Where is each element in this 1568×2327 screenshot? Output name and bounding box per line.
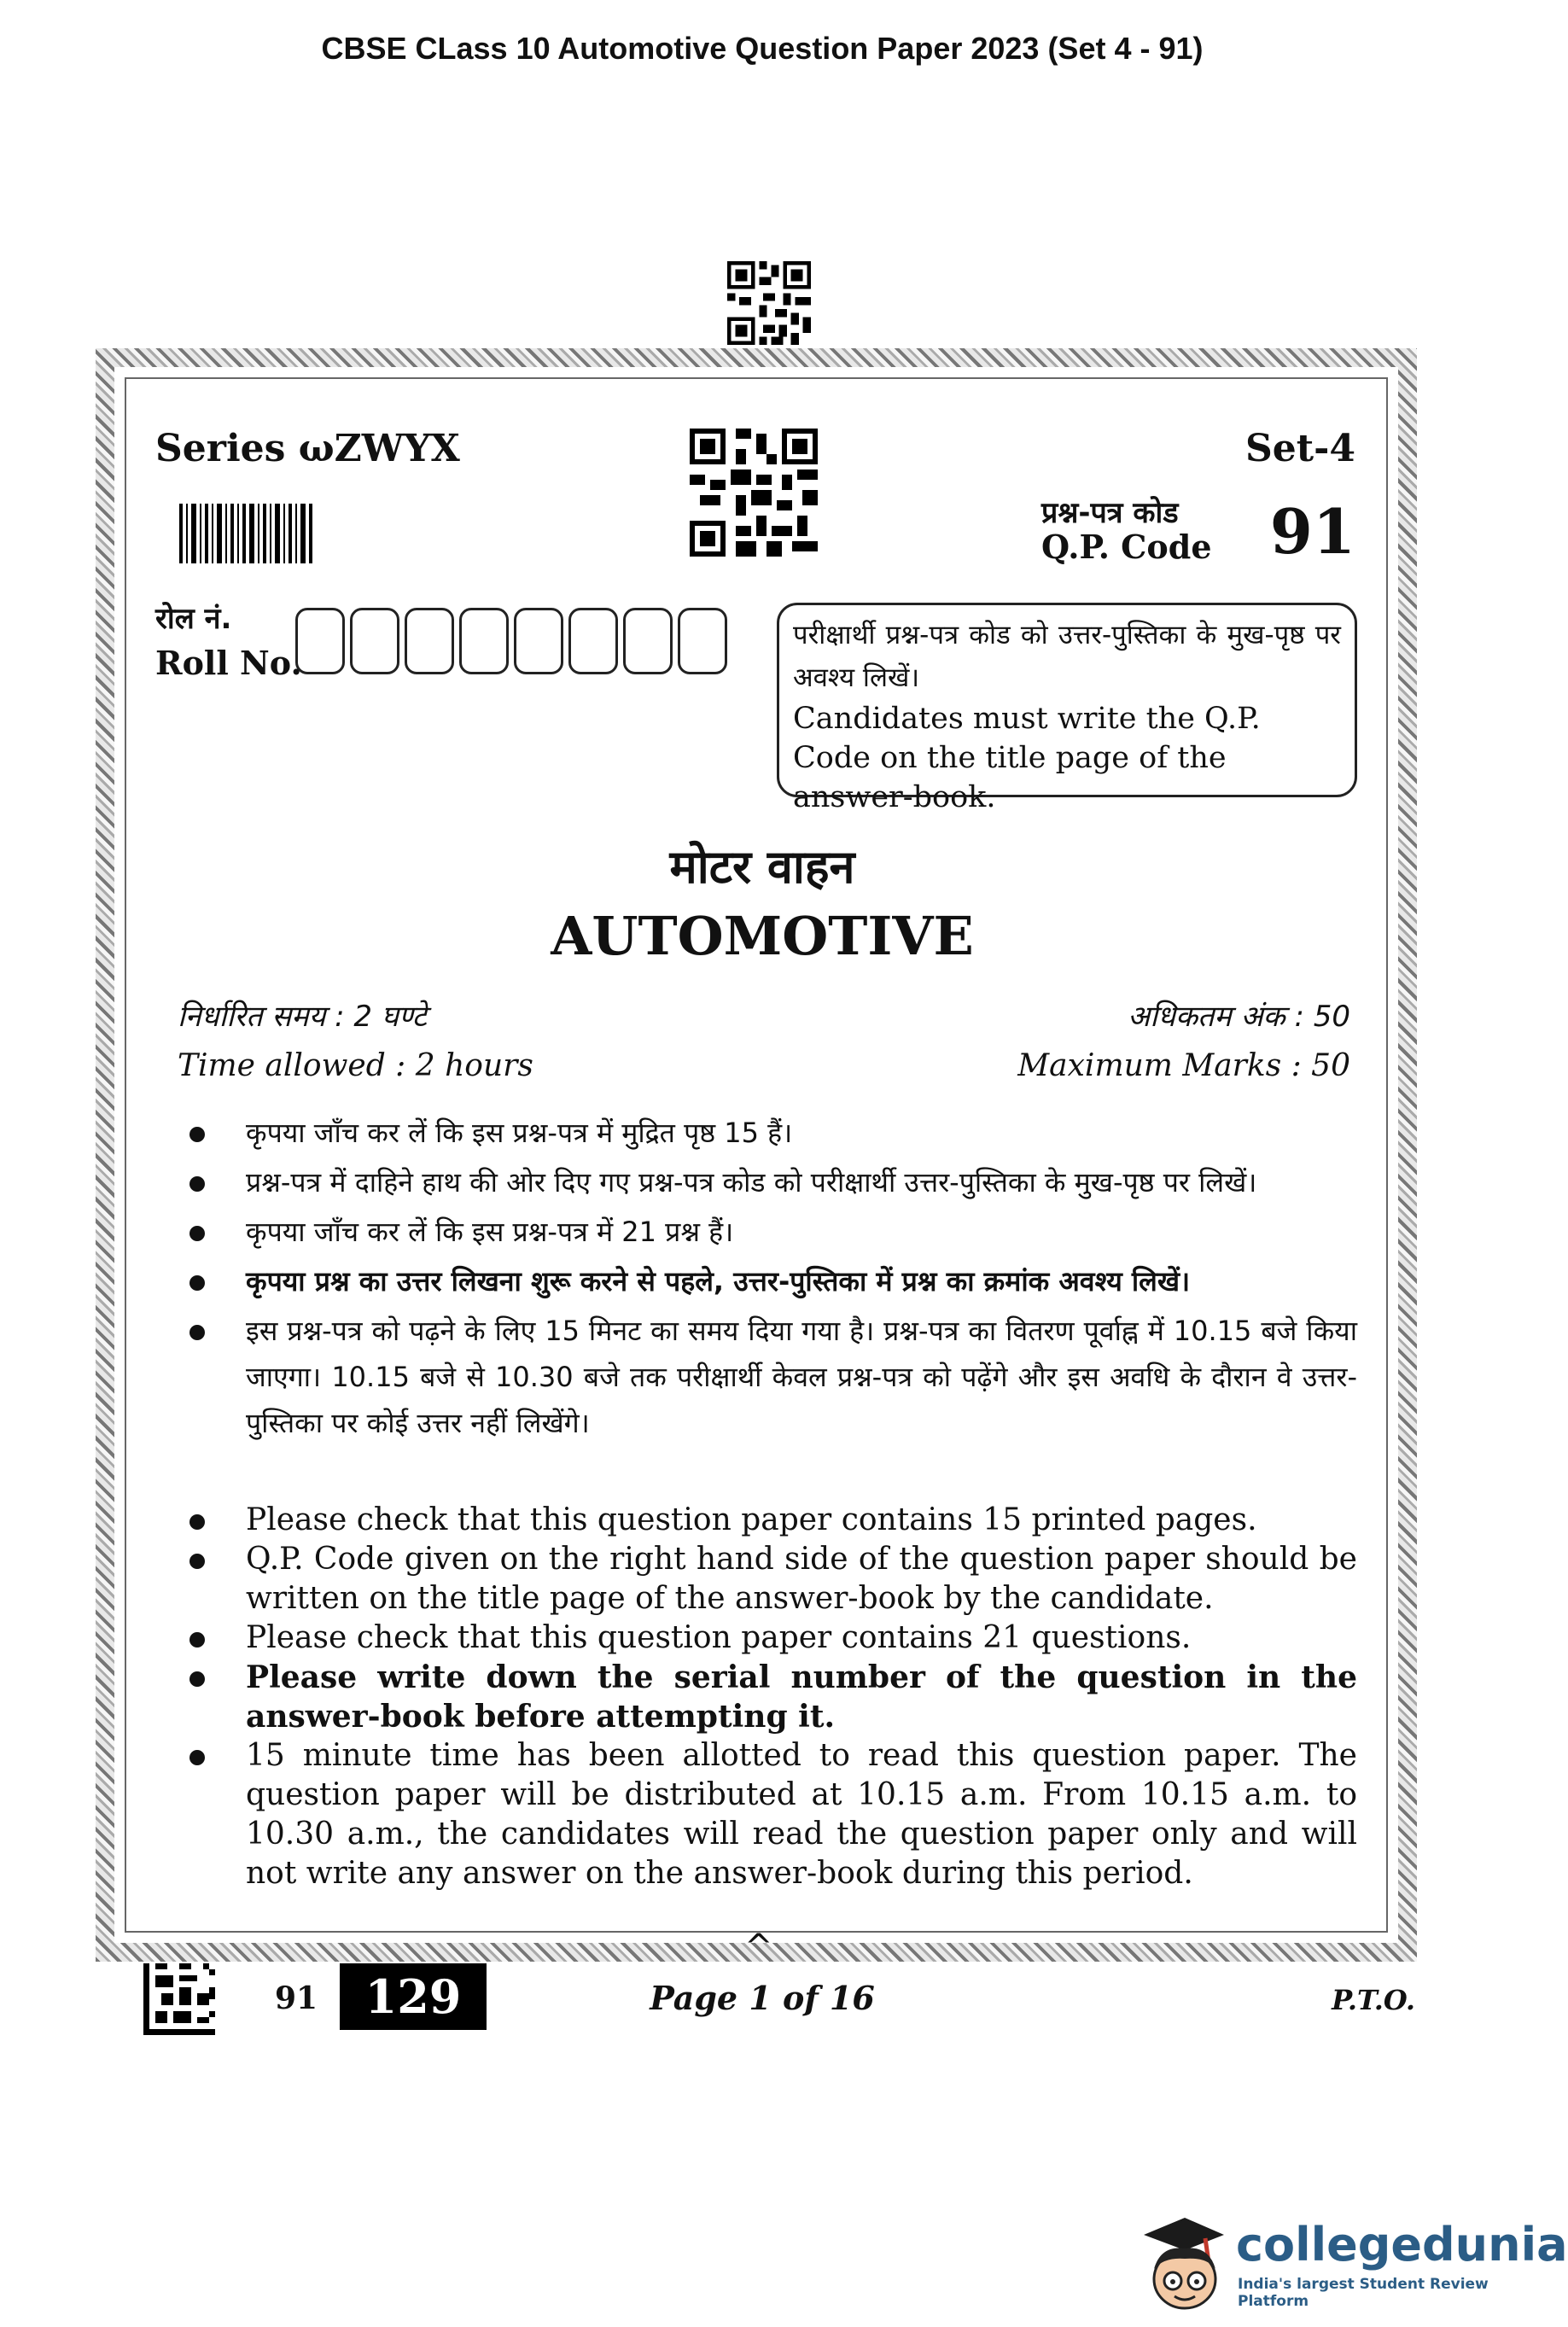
roll-number-box[interactable] [405,608,454,674]
roll-number-box[interactable] [623,608,673,674]
maximum-marks-hindi: अधिकतम अंक : 50 [1128,1000,1350,1034]
instruction-item: कृपया जाँच कर लें कि इस प्रश्न-पत्र में मुद्रित पृष्ठ 15 हैं। [189,1110,1357,1156]
roll-number-box[interactable] [350,608,399,674]
notice-text: Candidates must write the Q.P. Code on the title page of the answer-book. [793,702,1261,814]
brand-tagline: India's largest Student Review Platform [1238,2276,1489,2310]
bullet-icon [189,1226,205,1241]
brand-name: collegedunia [1236,2218,1568,2272]
instruction-item: Please check that this question paper contains 15 printed pages. [189,1501,1357,1540]
roll-number-box[interactable] [568,608,618,674]
instruction-item: Please write down the serial number of the question in the answer-book before attempting it. [189,1658,1357,1736]
page-number: Page 1 of 16 [650,1979,875,2017]
instructions-hindi-list [189,1110,1357,1449]
instruction-item: 15 minute time has been allotted to read this question paper. The question paper will be distributed at 10.15 a.m. From 10.15 a.m. to 10.30 a.m., the candidates will read the question paper only and will not write any answer on the answer-book during this period. [189,1736,1357,1893]
caret-mark: ^ [744,1928,773,1967]
bullet-icon [189,1671,205,1687]
instruction-item: कृपया जाँच कर लें कि इस प्रश्न-पत्र में 21 प्रश्न हैं। [189,1209,1357,1255]
roll-number-label-hindi: रोल नं. [155,602,232,636]
instruction-item: कृपया प्रश्न का उत्तर लिखना शुरू करने से पहले, उत्तर-पुस्तिका में प्रश्न का क्रमांक अवश्य लिखें। [189,1258,1357,1304]
instruction-item: इस प्रश्न-पत्र को पढ़ने के लिए 15 मिनट का समय दिया गया है। प्रश्न-पत्र का वितरण पूर्वाह्न में 10.15 बजे किया जाएगा। 10.15 बजे से 10.30 बजे तक परीक्षार्थी केवल प्रश्न-पत्र को पढ़ेंगे और इस अवधि के दौरान वे उत्तर-पुस्तिका पर कोई उत्तर नहीं लिखेंगे। [189,1308,1357,1446]
center-qr-code-icon [690,429,818,557]
document-title: CBSE CLass 10 Automotive Question Paper 2023 (Set 4 - 91) [321,31,1204,66]
instructions-english-list [189,1501,1357,1893]
bullet-icon [189,1325,205,1340]
roll-number-box[interactable] [295,608,345,674]
barcode-icon [179,504,316,563]
series-label: Series ωZWYX [155,427,460,470]
roll-number-boxes [295,608,727,674]
maximum-marks: Maximum Marks : 50 [1017,1048,1350,1083]
time-allowed-hindi: निर्धारित समय : 2 घण्टे [178,1000,427,1034]
bullet-icon [189,1750,205,1765]
bullet-icon [189,1554,205,1569]
roll-number-label: Roll No. [155,644,302,682]
set-label: Set-4 [1245,427,1355,470]
notice-text-hindi: परीक्षार्थी प्रश्न-पत्र कोड को उत्तर-पुस्तिका के मुख-पृष्ठ पर अवश्य लिखें। [793,620,1341,693]
roll-number-box[interactable] [678,608,727,674]
time-allowed: Time allowed : 2 hours [178,1048,533,1083]
footer-code: 91 [275,1980,318,2016]
collegedunia-logo[interactable] [1135,2209,1568,2312]
mascot-icon [1135,2209,1231,2312]
footer-number-badge: 129 [340,1963,487,2030]
instruction-item: Q.P. Code given on the right hand side of the question paper should be written on the title page of the answer-book by the candidate. [189,1540,1357,1618]
roll-number-box[interactable] [514,608,563,674]
subject-title: AUTOMOTIVE [551,905,974,967]
bullet-icon [189,1176,205,1192]
qp-code-value: 91 [1269,495,1355,568]
subject-title-hindi: मोटर वाहन [669,840,855,894]
pto-label: P.T.O. [1332,1984,1415,2016]
instruction-item: Please check that this question paper contains 21 questions. [189,1618,1357,1658]
qp-code-label-hindi: प्रश्न-पत्र कोड [1041,496,1179,530]
instruction-item: प्रश्न-पत्र में दाहिने हाथ की ओर दिए गए प्रश्न-पत्र कोड को परीक्षार्थी उत्तर-पुस्तिका के मुख-पृष्ठ पर लिखें। [189,1159,1357,1205]
qp-code-label: Q.P. Code [1041,528,1212,566]
top-qr-code-icon [727,261,811,345]
qp-code-notice-box [777,603,1357,814]
bullet-icon [189,1632,205,1648]
bullet-icon [189,1275,205,1291]
roll-number-box[interactable] [459,608,509,674]
bullet-icon [189,1514,205,1530]
bullet-icon [189,1127,205,1142]
